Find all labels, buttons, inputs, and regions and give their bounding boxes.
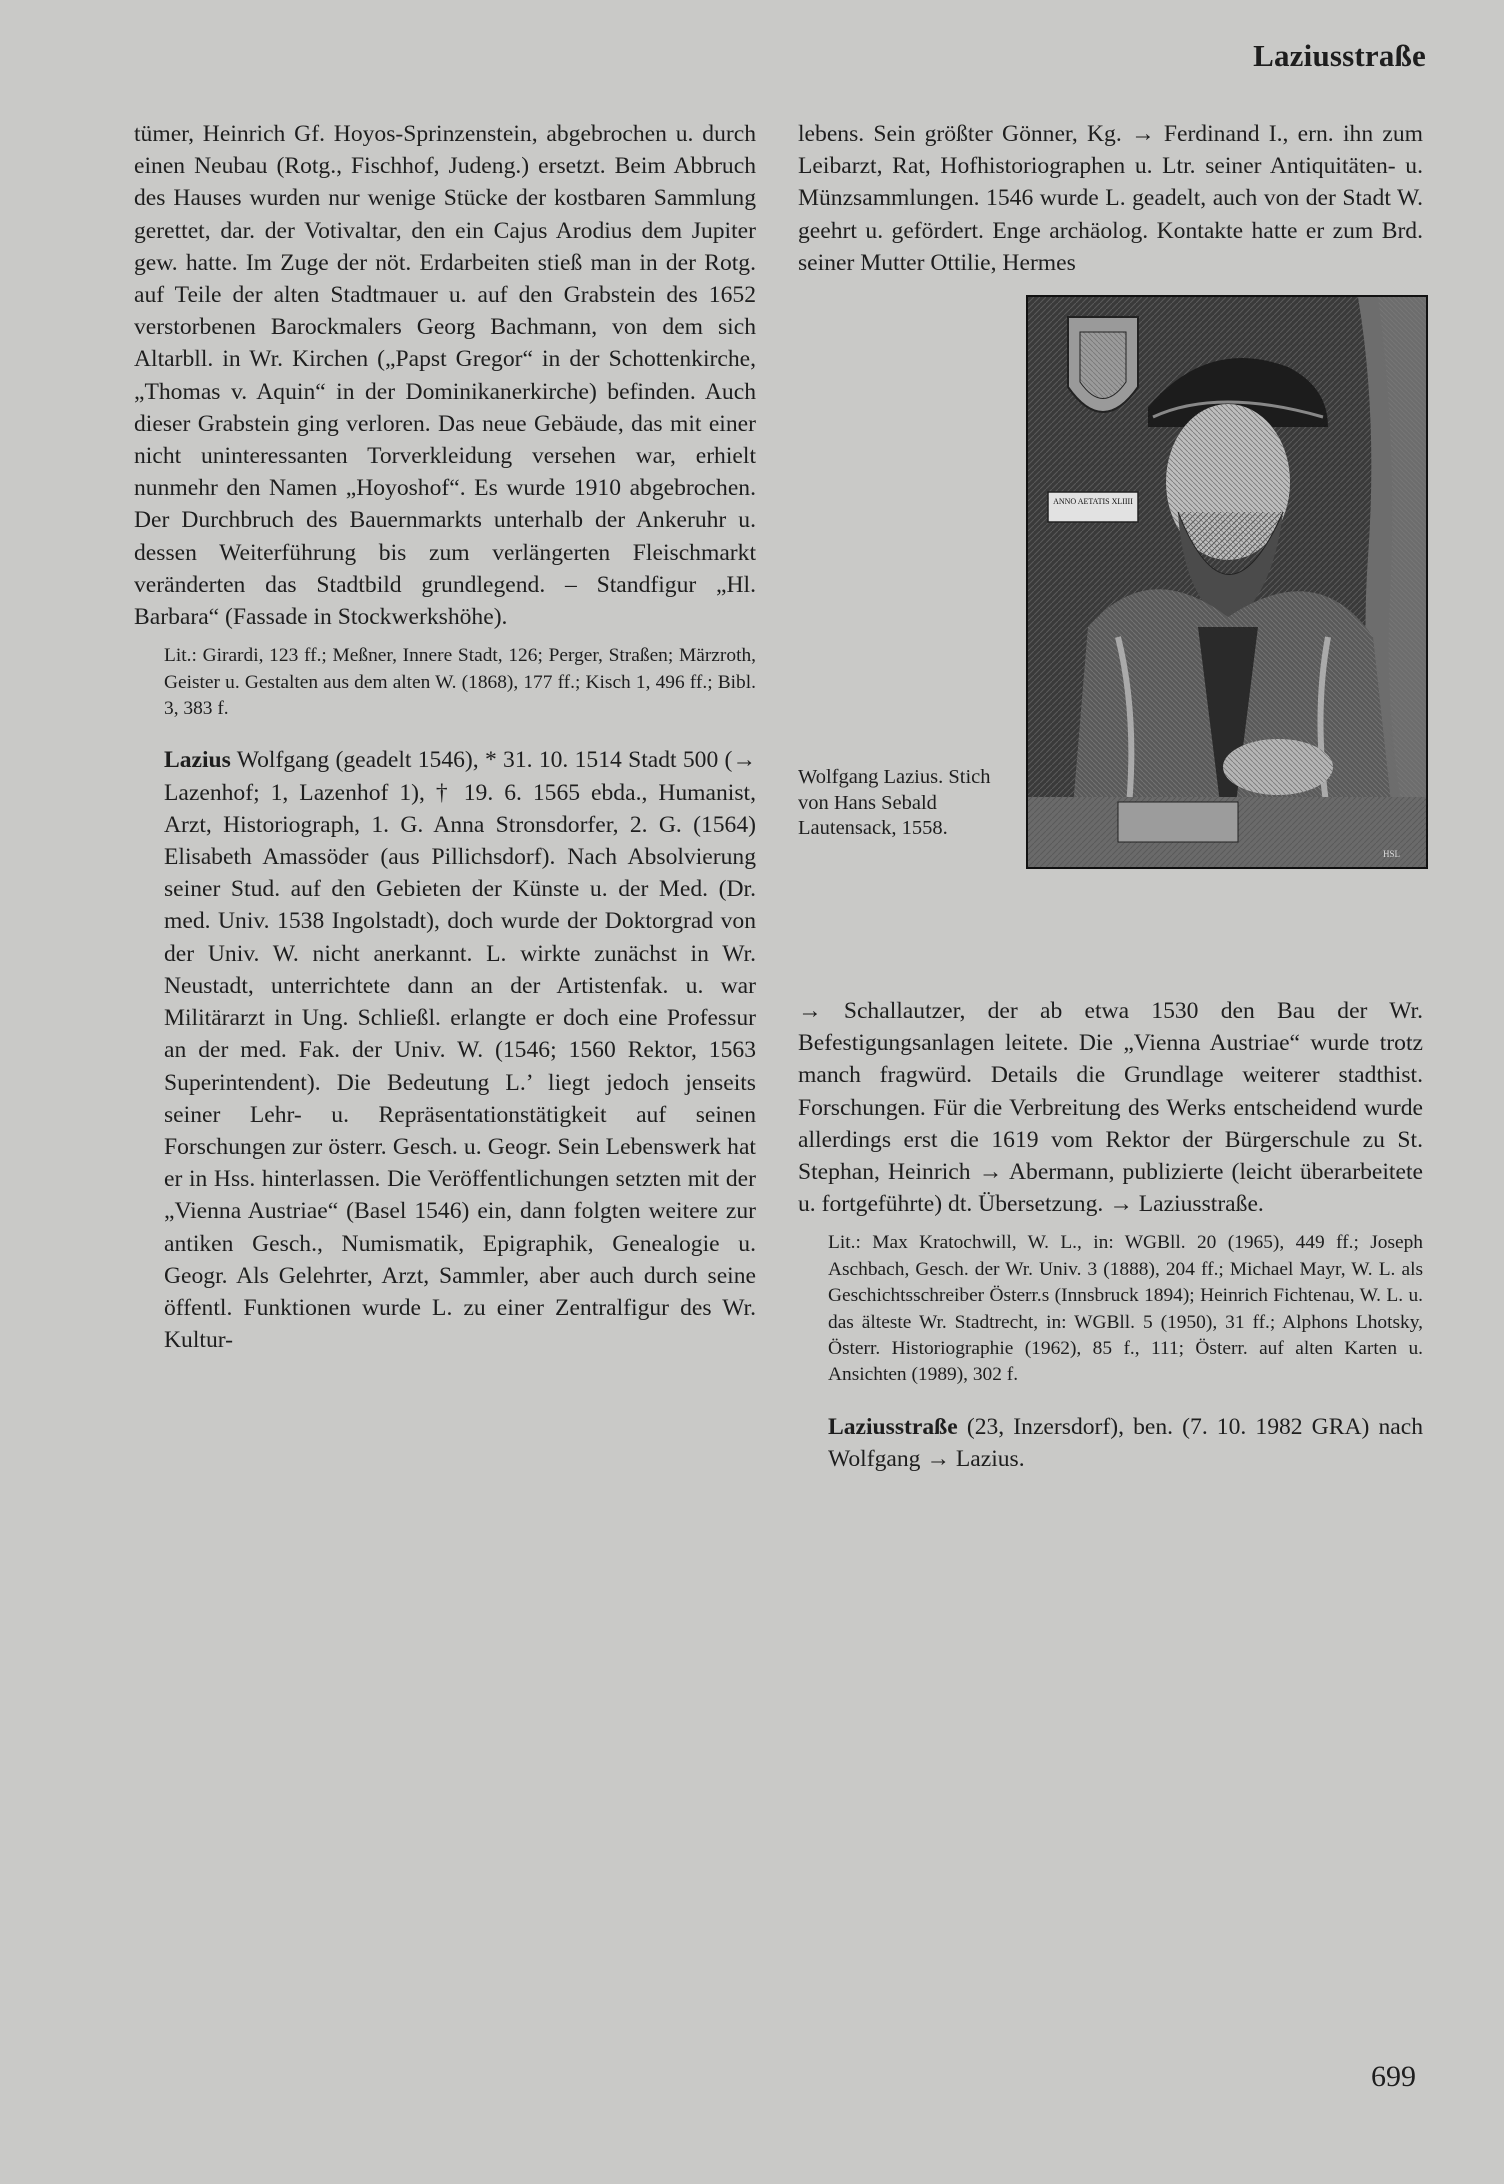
hoyoshof-literature: Lit.: Girardi, 123 ff.; Meßner, Innere Stadt, 126; Perger, Straßen; Märzroth, Geister u. Gestalten aus dem alten W. (1868), 177 ff.; Kisch 1, 496 ff.; Bibl. 3, 383 f. (164, 645, 756, 720)
figure (798, 295, 1423, 995)
entry-headword-laziusstrasse: Laziusstraße (828, 1413, 958, 1440)
entry-lazius (134, 744, 756, 1356)
entry-headword-lazius: Lazius (164, 747, 231, 774)
lazius-literature: Lit.: Max Kratochwill, W. L., in: WGBll. 20 (1965), 449 ff.; Joseph Aschbach, Gesch. der Wr. Univ. 3 (1888), 204 ff.; Michael Mayr, W. L. als Geschichtsschreiber Österr.s (Innsbruck 1894); Heinrich Fichtenau, W. L. u. das älteste Wr. Stadtrecht, in: WGBll. 5 (1950), 31 ff.; Alphons Lhotsky, Österr. Historiographie (1962), 85 f., 111; Österr. auf alten Karten u. Ansichten (1989), 302 f. (828, 1232, 1423, 1386)
page-number: 699 (1371, 2060, 1416, 2093)
lazius-second-paragraph: → Schallautzer, der ab etwa 1530 den Bau der Wr. Befestigungsanlagen leitete. Die „Vienna Austriae“ wurde trotz manch fragwürd. Details die Grundlage weiterer stadthist. Forschungen. Für die Verbreitung des Werks entscheidend wurde allerdings erst die 1619 vom Rektor der Bürgerschule zu St. Stephan, Heinrich → Abermann, publizierte (leicht überarbeitete u. fortgeführte) dt. Übersetzung. → Laziusstraße. (798, 998, 1423, 1218)
figure-caption: Wolfgang Lazius. Stich von Hans Sebald Lautensack, 1558. (798, 766, 991, 840)
portrait-inscription-text: ANNO AETATIS XLIIII (1053, 497, 1133, 507)
entry-laziusstrasse (798, 1411, 1423, 1475)
left-column (134, 118, 756, 1356)
portrait-engraving-image (1026, 295, 1428, 869)
entry-body-laziusstrasse: (23, Inzersdorf), ben. (7. 10. 1982 GRA) nach Wolfgang → Lazius. (828, 1413, 1423, 1473)
right-column (798, 118, 1423, 1475)
portrait-signature-text: HSL (1382, 849, 1400, 860)
portrait-engraving-svg (1028, 297, 1426, 867)
hoyoshof-continuation-paragraph: tümer, Heinrich Gf. Hoyos-Sprinzenstein, abgebrochen u. durch einen Neubau (Rotg., Fischhof, Judeng.) ersetzt. Beim Abbruch des Hauses wurden nur wenige Stücke der kostbaren Sammlung gerettet, dar. der Votivaltar, den ein Cajus Arodius dem Jupiter gew. hatte. Im Zuge der nöt. Erdarbeiten stieß man in der Rotg. auf Teile der alten Stadtmauer u. auf den Grabstein des 1652 verstorbenen Barockmalers Georg Bachmann, von dem sich Altarbll. in Wr. Kirchen („Papst Gregor“ in der Schottenkirche, „Thomas v. Aquin“ in der Dominikanerkirche) befinden. Auch dieser Grabstein ging verloren. Das neue Gebäude, das mit einer nicht uninteressanten Torverkleidung versehen war, erhielt nunmehr den Namen „Hoyoshof“. Es wurde 1910 abgebrochen. Der Durchbruch des Bauernmarkts unterhalb der Ankeruhr u. dessen Weiterführung bis zum verlängerten Fleischmarkt veränderten das Stadtbild grundlegend. – Standfigur „Hl. Barbara“ (Fassade in Stockwerkshöhe). (134, 121, 756, 631)
running-head: Laziusstraße (1253, 38, 1426, 73)
entry-body-lazius: Wolfgang (geadelt 1546), * 31. 10. 1514 Stadt 500 (→ Lazenhof; 1, Lazenhof 1), † 19. 6. 1565 ebda., Humanist, Arzt, Historiograph, 1. G. Anna Stronsdorfer, 2. G. (1564) Elisabeth Amassöder (aus Pillichsdorf). Nach Absolvierung seiner Stud. auf den Gebieten der Künste u. der Med. (Dr. med. Univ. 1538 Ingolstadt), doch wurde der Doktorgrad von der Univ. W. nicht anerkannt. L. wirkte zunächst in Wr. Neustadt, unterrichtete dann an der Artistenfak. u. war Militärarzt in Ung. Schließl. erlangte er doch eine Professur an der med. Fak. der Univ. W. (1546; 1560 Rektor, 1563 Superintendent). Die Bedeutung L.’ liegt jedoch jenseits seiner Lehr- u. Repräsentationstätigkeit auf seinen Forschungen zur österr. Gesch. u. Geogr. Sein Lebenswerk hat er in Hss. hinterlassen. Die Veröffentlichungen setzten mit der „Vienna Austriae“ (Basel 1546) ein, dann folgten weitere zur antiken Gesch., Numismatik, Epigraphik, Genealogie u. Geogr. Als Gelehrter, Arzt, Sammler, aber auch durch seine öffentl. Funktionen wurde L. zu einer Zentralfigur des Wr. Kultur- (164, 747, 756, 1354)
lazius-continuation-paragraph: lebens. Sein größter Gönner, Kg. → Ferdinand I., ern. ihn zum Leibarzt, Rat, Hofhistoriographen u. Ltr. seiner Antiquitäten- u. Münzsammlungen. 1546 wurde L. geadelt, auch von der Stadt W. geehrt u. gefördert. Enge archäolog. Kontakte hatte er zum Brd. seiner Mutter Ottilie, Hermes (798, 121, 1423, 276)
